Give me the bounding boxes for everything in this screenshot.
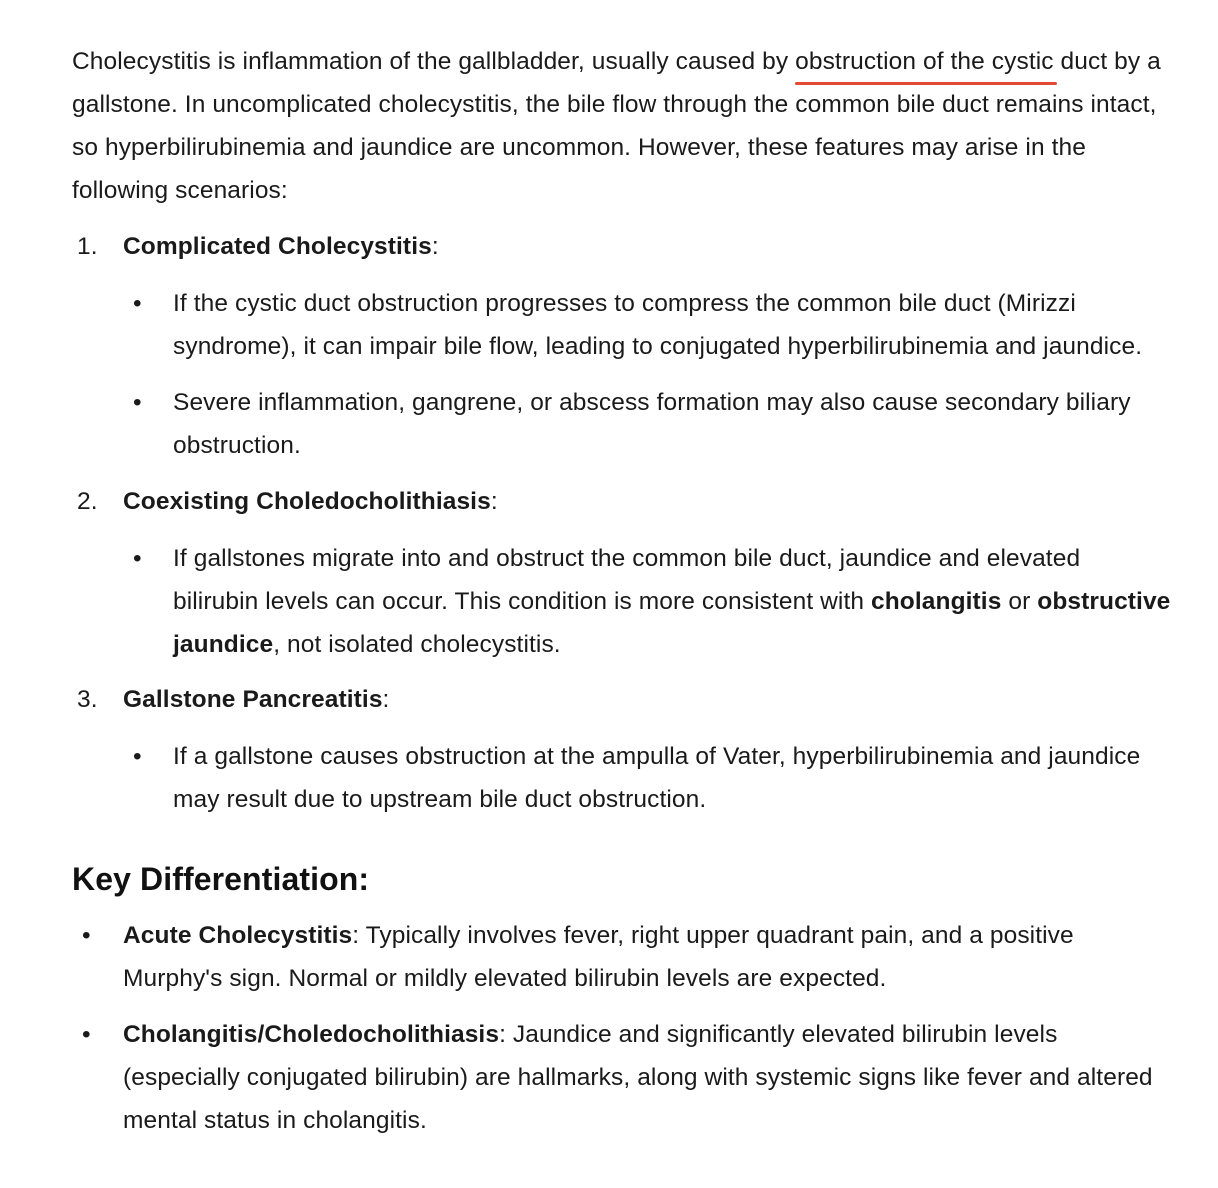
bullet-text: If a gallstone causes obstruction at the ampulla of Vater, hyperbilirubinemia and jaundice may result due to upstream bile duct obstruction.: [173, 743, 1141, 813]
scenario-item-3: [72, 678, 1172, 821]
bullet-icon: •: [133, 389, 142, 416]
scenario-item-1: [72, 225, 1172, 467]
bullet-icon: •: [133, 545, 142, 572]
bullet-icon: •: [82, 1021, 91, 1048]
scenario-item-2: [72, 480, 1172, 666]
scenario-bullets: [123, 282, 1172, 467]
bullet-icon: •: [133, 290, 142, 317]
list-item: [123, 735, 1172, 821]
scenario-title: Complicated Cholecystitis: [123, 233, 432, 260]
scenario-colon: :: [431, 233, 439, 260]
scenario-heading: [123, 678, 1172, 721]
key-item-text: [123, 1021, 1153, 1134]
list-item: [123, 381, 1172, 467]
bullet-text-pre: If gallstones migrate into and obstruct the common bile duct, jaundice and elevated bilirubin levels can occur. This condition is more consistent with: [173, 545, 1081, 615]
section-heading: Key Differentiation:: [72, 861, 370, 897]
list-item: [123, 537, 1172, 666]
bullet-icon: •: [82, 922, 91, 949]
bullet-text-post: , not isolated cholecystitis.: [273, 631, 561, 658]
term-cholangitis: cholangitis: [871, 588, 1002, 615]
key-item-description: : Typically involves fever, right upper quadrant pain, and a positive Murphy's sign. Normal or mildly elevated bilirubin levels are expected.: [123, 922, 1074, 992]
bullet-text: Severe inflammation, gangrene, or abscess formation may also cause secondary biliary obstruction.: [173, 389, 1131, 459]
scenario-number: 3.: [77, 686, 98, 713]
scenario-bullets: [123, 735, 1172, 821]
intro-paragraph: [72, 40, 1172, 212]
intro-text-end: duct by a gallstone. In uncomplicated cholecystitis, the bile flow through the common bile duct remains intact, so hyperbilirubinemia and jaundice are uncommon. However, these features may arise in the following scenarios:: [72, 48, 1161, 204]
bullet-icon: •: [133, 743, 142, 770]
term-obstructive-jaundice: obstructive jaundice: [173, 588, 1171, 658]
key-item-description: : Jaundice and significantly elevated bilirubin levels (especially conjugated bilirubin) are hallmarks, along with systemic signs like fever and altered mental status in cholangitis.: [123, 1021, 1153, 1134]
key-item-text: [123, 922, 1074, 992]
key-item-title: Acute Cholecystitis: [123, 922, 353, 949]
scenario-bullets: [123, 537, 1172, 666]
list-item: [123, 282, 1172, 368]
key-item-title: Cholangitis/Choledocholithiasis: [123, 1021, 500, 1048]
underlined-phrase: obstruction of the cystic: [795, 40, 1054, 83]
document-body: [72, 40, 1172, 1142]
bullet-text-mid: or: [1001, 588, 1038, 615]
scenario-heading: [123, 225, 1172, 268]
bullet-text: [173, 545, 1170, 658]
scenario-title: Gallstone Pancreatitis: [123, 686, 383, 713]
bullet-text: If the cystic duct obstruction progresses to compress the common bile duct (Mirizzi syndrome), it can impair bile flow, leading to conjugated hyperbilirubinemia and jaundice.: [173, 290, 1143, 360]
key-item-acute-cholecystitis: [72, 914, 1172, 1000]
intro-text-start: Cholecystitis is inflammation of the gallbladder, usually caused by: [72, 48, 796, 75]
scenario-number: 2.: [77, 488, 98, 515]
scenario-colon: :: [382, 686, 390, 713]
scenario-heading: [123, 480, 1172, 523]
scenario-colon: :: [490, 488, 498, 515]
scenario-number: 1.: [77, 233, 98, 260]
scenario-title: Coexisting Choledocholithiasis: [123, 488, 491, 515]
key-item-cholangitis: [72, 1013, 1172, 1142]
